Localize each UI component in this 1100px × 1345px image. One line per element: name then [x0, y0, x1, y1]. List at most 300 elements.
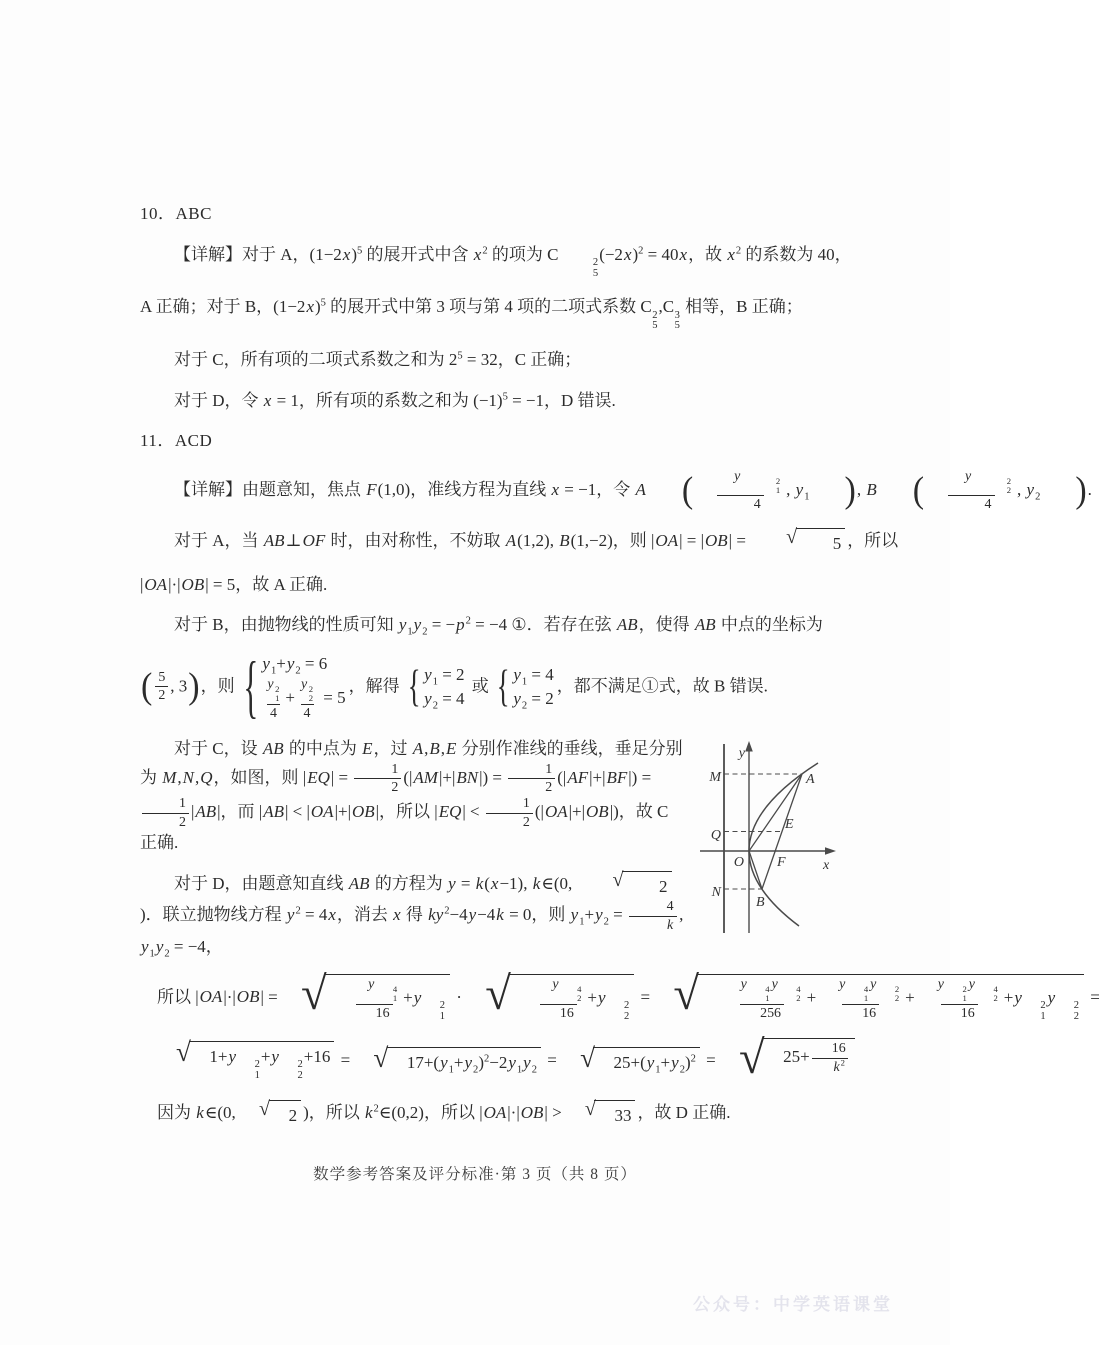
stack-superscript: 4 — [765, 984, 770, 995]
text-run: 相等，B 正确； — [680, 297, 803, 317]
stack-subscript: 1 — [863, 993, 869, 1004]
math-variable: y — [646, 1053, 655, 1073]
math-variable: y — [734, 468, 741, 484]
system-row — [512, 688, 554, 712]
math-fraction — [354, 762, 401, 796]
math-variable: y — [1014, 988, 1022, 1008]
q11-a-1 — [140, 526, 899, 557]
math-variable: B — [559, 531, 570, 551]
text-run: 16 — [960, 1005, 975, 1021]
sup-sub-stack — [976, 985, 997, 1003]
text-run: 4 — [303, 705, 311, 721]
fraction-denominator — [356, 1004, 393, 1022]
text-run: −4 — [449, 905, 468, 925]
math-variable: y — [740, 977, 747, 993]
text-run: = — [1085, 987, 1100, 1007]
subscript: 1 — [804, 491, 810, 503]
text-run: + — [587, 988, 597, 1008]
label-point-m: M — [709, 770, 721, 786]
math-variable: BN — [456, 767, 479, 787]
stack-superscript: 4 — [993, 984, 998, 995]
radical-sign-icon: √ — [485, 968, 511, 1021]
math-sqrt — [563, 1043, 700, 1076]
system-rows — [423, 664, 464, 710]
math-variable: y — [267, 676, 274, 692]
fraction-numerator — [696, 469, 784, 496]
sup-sub-stack — [559, 258, 598, 280]
math-variable: y — [286, 905, 295, 925]
math-fraction — [531, 977, 585, 1022]
superscript: 5 — [320, 297, 326, 309]
label-point-b: B — [756, 895, 765, 911]
big-paren: ( — [912, 470, 925, 511]
math-variable: y — [413, 988, 422, 1008]
text-run: |·| — [507, 1102, 520, 1122]
subscript: 2 — [521, 700, 528, 712]
sup-sub-stack — [560, 985, 581, 1003]
stack-superscript: 2 — [652, 309, 658, 321]
math-variable: y — [368, 977, 375, 993]
text-run: | — [190, 802, 195, 822]
text-run: + — [905, 988, 915, 1008]
text-run: 2 — [158, 688, 166, 704]
text-run: 或 — [467, 675, 494, 695]
fraction-numerator — [263, 677, 283, 704]
text-run: 16 — [831, 1040, 846, 1056]
text-run: 2 — [659, 876, 668, 896]
text-run: , — [786, 479, 795, 499]
text-run: , — [1017, 479, 1026, 499]
stack-subscript: 1 — [254, 1069, 260, 1081]
stack-superscript: 2 — [592, 256, 599, 268]
math-sqrt — [656, 968, 1084, 1023]
stack-subscript: 2 — [308, 692, 314, 703]
math-variable: y — [424, 665, 432, 685]
text-run: = 5 — [319, 688, 346, 707]
text-run: , — [856, 479, 866, 499]
fraction-denominator — [267, 704, 280, 722]
math-variable: y — [595, 905, 603, 925]
text-run: 2 — [179, 814, 186, 830]
math-fraction — [297, 677, 317, 722]
subscript: 1 — [149, 947, 155, 959]
text-run: (1,−2)，则 | — [570, 531, 655, 551]
subscript: 2 — [432, 700, 438, 712]
text-run: |) = — [479, 767, 507, 787]
text-run: 对于 D，令 — [174, 390, 263, 410]
text-run: 4 — [269, 705, 277, 721]
math-variable: AF — [567, 767, 589, 787]
text-run: |) = — [628, 767, 652, 787]
math-variable: y — [523, 1053, 531, 1073]
solutions-q10-q11-top — [140, 201, 1092, 725]
brace-icon: { — [243, 646, 259, 725]
superscript: 2 — [638, 244, 644, 256]
text-run: −2 — [489, 1053, 508, 1073]
math-variable: OA — [199, 987, 223, 1007]
text-run: = 6 — [300, 653, 328, 673]
superscript: 2 — [690, 1053, 696, 1065]
stack-superscript: 4 — [863, 984, 869, 995]
text-run: 25+ — [783, 1046, 810, 1066]
text-run: ，使得 — [638, 615, 694, 635]
text-run: (| — [534, 802, 544, 822]
text-run: ) — [478, 1053, 484, 1073]
text-run: = − — [427, 615, 456, 635]
math-variable: y — [508, 1053, 516, 1073]
math-variable: x — [328, 905, 336, 925]
fraction-numerator — [354, 762, 401, 779]
text-run: 2 — [288, 1105, 298, 1125]
stack-subscript: 2 — [1006, 484, 1012, 495]
math-variable: OF — [302, 531, 326, 551]
stack-subscript: 2 — [993, 993, 998, 1004]
sup-sub-stack — [275, 685, 279, 703]
text-run: = 0，则 — [504, 905, 570, 925]
stack-superscript: 2 — [775, 475, 781, 486]
text-run: (1,2), — [517, 531, 559, 551]
text-run: +16 — [303, 1046, 331, 1066]
math-variable: y — [839, 977, 846, 993]
fraction-numerator — [927, 469, 1015, 496]
fraction-numerator — [347, 977, 401, 1004]
math-variable: x — [393, 905, 401, 925]
q11-expl — [140, 468, 1092, 514]
math-variable: AB — [263, 531, 285, 551]
text-run: 11．ACD — [140, 431, 213, 451]
text-run: ，所以 — [847, 531, 899, 551]
radicand — [509, 974, 634, 1023]
answer-content — [140, 186, 1100, 1143]
equation-system — [496, 661, 554, 712]
math-variable: y — [513, 689, 521, 709]
math-variable: y — [301, 676, 308, 692]
math-variable: A — [635, 479, 646, 499]
radical-sign-icon: √ — [373, 1043, 389, 1074]
math-variable: AB — [694, 615, 716, 635]
q10-expl-c — [140, 347, 830, 373]
subscript: 1 — [579, 916, 585, 928]
subscript: 1 — [516, 1064, 523, 1076]
brace-icon: { — [496, 661, 510, 712]
math-fraction — [917, 977, 1002, 1022]
math-variable: N — [182, 767, 195, 787]
text-run: 的方程为 — [370, 873, 448, 893]
text-run: ，故 D 正确. — [637, 1102, 731, 1122]
text-run: = 4 — [300, 905, 328, 925]
text-run: , — [177, 767, 182, 787]
math-variable: y — [771, 977, 778, 993]
text-run: ∈(0, — [204, 1102, 241, 1122]
subscript: 1 — [432, 676, 438, 688]
text-run: 17+( — [406, 1053, 440, 1073]
stack-subscript: 1 — [1040, 1011, 1046, 1023]
math-fraction — [347, 977, 401, 1022]
radicand — [593, 1047, 699, 1076]
math-variable: E — [446, 739, 457, 759]
math-variable: M — [162, 767, 177, 787]
fraction-numerator — [917, 977, 1002, 1004]
stack-subscript: 2 — [894, 993, 900, 1004]
math-variable: y — [937, 977, 944, 993]
stack-subscript: 1 — [392, 993, 398, 1004]
stack-subscript: 1 — [275, 692, 280, 703]
radical-sign-icon: √ — [673, 968, 700, 1021]
text-run: = −4 ①．若存在弦 — [470, 615, 616, 635]
text-run: = 32，C 正确； — [462, 350, 582, 370]
sup-sub-stack — [847, 985, 868, 1003]
system-row — [261, 653, 345, 674]
math-variable: y — [413, 615, 422, 635]
stack-subscript: 1 — [439, 1011, 446, 1023]
math-variable: OB — [351, 802, 375, 822]
fraction-numerator — [155, 670, 168, 687]
stack-superscript: 2 — [254, 1059, 260, 1071]
text-run: −1), — [499, 873, 532, 893]
math-variable: y — [552, 977, 559, 993]
stack-subscript: 5 — [592, 267, 599, 279]
math-variable: E — [362, 739, 373, 759]
text-run: |+| — [334, 802, 351, 822]
fraction-denominator — [508, 778, 555, 796]
sup-sub-stack — [1023, 1001, 1045, 1023]
q10-expl-b — [140, 294, 830, 332]
solutions-q11-d-tail — [140, 968, 1100, 1128]
big-paren: ) — [844, 470, 856, 511]
stack-superscript: 4 — [577, 984, 582, 995]
radicand — [387, 1047, 541, 1076]
text-run: (| — [403, 767, 413, 787]
radical-sign-icon: √ — [786, 526, 798, 549]
label-point-o: O — [733, 855, 744, 871]
fraction-numerator — [818, 977, 903, 1004]
text-run: 1 — [545, 761, 553, 777]
stack-superscript: 2 — [275, 684, 280, 695]
text-run: 2 — [545, 780, 553, 796]
math-variable: x — [342, 244, 351, 264]
text-run: −4 — [477, 905, 496, 925]
superscript: 2 — [735, 244, 742, 256]
math-sqrt — [284, 968, 450, 1023]
fraction-numerator — [812, 1041, 849, 1058]
sup-sub-stack — [238, 1060, 260, 1082]
fraction-denominator — [842, 1004, 879, 1022]
fraction-numerator — [297, 677, 317, 704]
text-run: A 正确；对于 B，(1−2 — [140, 297, 306, 317]
text-run: ，都不满足①式，故 B 错误. — [556, 675, 768, 695]
subscript: 2 — [603, 916, 609, 928]
stack-subscript: 5 — [652, 320, 658, 332]
math-fraction — [142, 796, 189, 830]
stack-subscript: 1 — [775, 484, 781, 495]
math-variable: y — [870, 977, 877, 993]
radical-sign-icon: √ — [738, 1031, 765, 1084]
sup-sub-stack — [376, 985, 397, 1003]
text-run: 因为 — [157, 1102, 196, 1122]
text-run: 【详解】对于 A，(1−2 — [174, 244, 342, 264]
system-row — [512, 664, 554, 688]
superscript: 2 — [465, 615, 471, 627]
system-rows — [512, 664, 553, 710]
math-variable: p — [456, 615, 465, 635]
text-run: , — [195, 767, 200, 787]
sup-sub-stack — [280, 1060, 302, 1082]
label-x-axis: x — [823, 858, 830, 874]
radicand — [189, 1041, 334, 1082]
text-run: (1,0)，准线方程为直线 — [377, 479, 551, 499]
radicand — [325, 974, 450, 1023]
radicand — [698, 974, 1084, 1023]
stack-superscript: 2 — [439, 1000, 446, 1012]
superscript: 5 — [457, 350, 463, 362]
text-run: 时，由对称性，不妨取 — [326, 531, 505, 551]
text-run: , — [424, 739, 429, 759]
text-run: ∈(0,2)，所以 | — [378, 1102, 483, 1122]
subscript: 2 — [1035, 491, 1041, 503]
big-paren: ) — [188, 666, 200, 707]
sup-sub-stack — [742, 477, 780, 495]
stack-subscript: 2 — [297, 1069, 303, 1081]
text-run: )，所以 — [303, 1102, 364, 1122]
text-run: | < — [462, 802, 484, 822]
fraction-numerator — [142, 796, 189, 813]
text-run: ，故 — [688, 244, 727, 264]
math-variable: OA — [310, 802, 334, 822]
text-run: + — [806, 988, 817, 1008]
sup-sub-stack — [607, 1001, 629, 1023]
math-sqrt — [356, 1043, 541, 1076]
sup-sub-stack — [779, 985, 800, 1003]
big-paren: ( — [681, 470, 694, 511]
text-run: 分别作准线的垂线，垂足分别为 — [140, 739, 683, 787]
text-run: 33 — [614, 1105, 632, 1125]
text-run: 对于 C，所有项的二项式系数之和为 2 — [174, 350, 458, 370]
text-run: + — [660, 1053, 671, 1073]
math-variable: x — [263, 390, 272, 410]
superscript: 2 — [482, 244, 488, 256]
math-variable: ky — [428, 905, 444, 925]
subscript: 1 — [270, 664, 277, 676]
math-variable: AB — [262, 739, 284, 759]
text-run: 对于 B，由抛物线的性质可知 — [174, 615, 398, 635]
text-run: 16 — [375, 1005, 390, 1021]
q11-b-2 — [140, 646, 830, 725]
math-variable: y — [228, 1046, 237, 1066]
text-run: 的展开式中第 3 项与第 4 项的二项式系数 C — [325, 297, 652, 317]
text-run: · — [452, 987, 467, 1007]
text-run: | = — [728, 531, 751, 551]
text-run: ，如图，则 | — [213, 767, 307, 787]
math-fraction — [696, 469, 784, 514]
equation-system — [242, 646, 346, 725]
math-variable: AB — [616, 615, 638, 635]
math-variable: y — [1026, 479, 1035, 499]
fraction-denominator — [142, 813, 189, 831]
subscript: 2 — [531, 1064, 537, 1076]
math-variable: OB — [586, 802, 609, 822]
text-run: 对于 C，设 — [174, 739, 262, 759]
stack-superscript: 3 — [674, 309, 680, 321]
fraction-denominator — [629, 916, 677, 934]
math-variable: AB — [348, 873, 370, 893]
stack-subscript: 2 — [624, 1011, 630, 1023]
math-variable: F — [366, 479, 377, 499]
text-run: + — [403, 988, 413, 1008]
math-variable: y — [570, 905, 579, 925]
text-run: 4 — [753, 497, 761, 513]
text-run: = — [636, 987, 655, 1007]
text-run: 1 — [391, 761, 399, 777]
math-variable: OB — [181, 574, 205, 594]
fraction-numerator — [531, 977, 585, 1004]
text-run: = — [701, 1050, 720, 1070]
text-run: 16 — [559, 1005, 574, 1021]
q10-expl-a — [140, 242, 852, 280]
math-variable: y — [468, 905, 477, 925]
text-run: . — [1087, 479, 1092, 499]
label-point-n: N — [711, 885, 721, 901]
text-run: 5 — [158, 669, 166, 685]
text-run: | = — [330, 767, 353, 787]
fraction-numerator — [486, 796, 533, 813]
math-fraction — [720, 977, 805, 1022]
stack-superscript: 2 — [894, 984, 900, 995]
math-variable: OB — [705, 531, 728, 551]
text-run: ) — [684, 1053, 691, 1073]
math-variable: x — [306, 297, 314, 317]
text-run: 256 — [760, 1005, 782, 1021]
fraction-denominator — [941, 1004, 978, 1022]
q10-expl-d — [140, 388, 830, 414]
text-run: 所以 | — [157, 987, 199, 1007]
text-run: = −4， — [169, 936, 223, 956]
subscript: 2 — [295, 664, 301, 676]
text-run: ) — [314, 297, 321, 317]
math-variable: y — [286, 653, 295, 673]
q10-answer — [140, 201, 830, 227]
math-variable: y — [671, 1053, 679, 1073]
text-run: 2 — [522, 814, 530, 830]
stack-subscript: 1 — [962, 993, 967, 1004]
math-fraction — [155, 670, 168, 704]
math-variable: AB — [263, 802, 284, 822]
math-variable: y — [141, 936, 149, 956]
math-variable: y — [968, 977, 975, 993]
math-sqrt — [159, 1036, 334, 1082]
sup-sub-stack — [945, 985, 966, 1003]
q11-answer — [140, 428, 830, 454]
text-run: (| — [557, 767, 567, 787]
system-row — [261, 677, 345, 722]
math-variable: y — [398, 615, 407, 635]
text-run: | < | — [285, 802, 310, 822]
math-variable: OA — [655, 531, 679, 551]
radical-sign-icon: √ — [176, 1036, 191, 1067]
radical-sign-icon: √ — [300, 968, 327, 1021]
text-run: = −1，D 错误. — [507, 390, 616, 410]
math-variable: k — [475, 873, 484, 893]
text-run: = 2 — [527, 689, 554, 709]
math-fraction — [927, 469, 1015, 514]
math-sqrt — [242, 1097, 301, 1129]
q11-d-2 — [140, 968, 1100, 1023]
text-run: = 4 — [527, 665, 554, 685]
big-paren: ) — [1075, 470, 1087, 511]
math-variable: OA — [483, 1102, 507, 1122]
q11-d-1 — [140, 868, 830, 959]
q11-a-2 — [140, 572, 830, 598]
solutions-q11-cd — [140, 736, 830, 959]
